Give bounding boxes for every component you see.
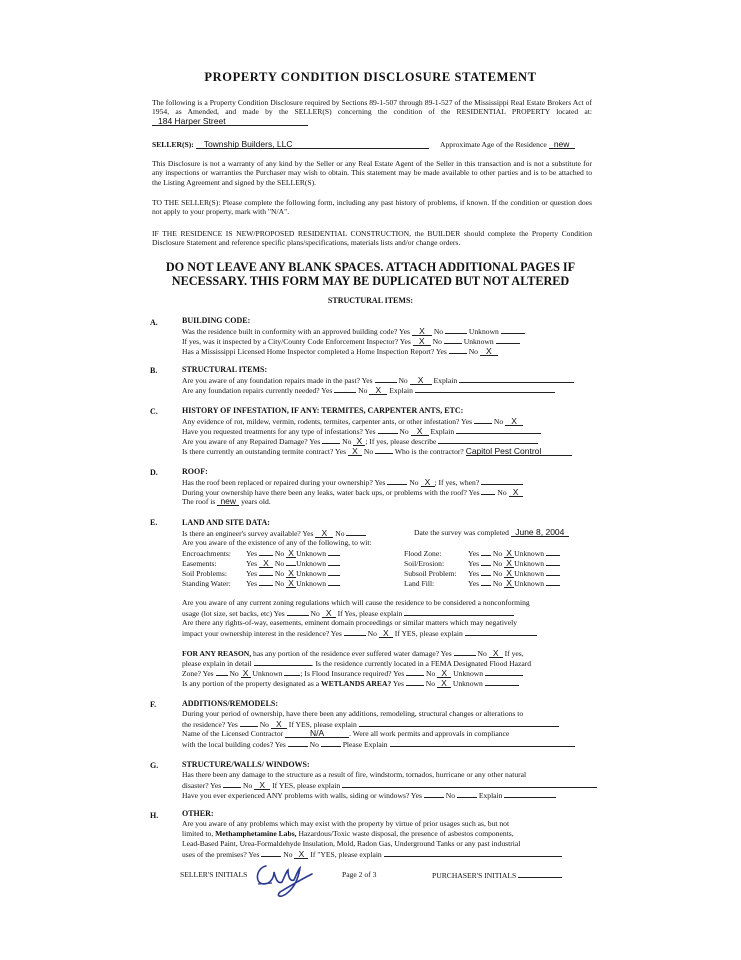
warning-heading bbox=[0, 260, 741, 288]
site-data-row: Land Fill: Yes No X Unknown bbox=[404, 578, 560, 588]
document-title: PROPERTY CONDITION DISCLOSURE STATEMENT bbox=[204, 70, 537, 84]
new-construction-paragraph: IF THE RESIDENCE IS NEW/PROPOSED RESIDENTIAL CONSTRUCTION, the BUILDER should complete the Property Condition Disclosure Statement and reference specific plans/specifications, materials lists and/or change orders. bbox=[152, 229, 592, 248]
licensed-contractor: N/A bbox=[285, 729, 349, 738]
zoning-line2: usage (lot size, set backs, etc) Yes No X If Yes, please explain bbox=[182, 608, 514, 618]
section-c-line3: Are you aware of any Repaired Damage? Yes No X ; If yes, please describe bbox=[182, 436, 538, 446]
rights-of-way-line1: Are there any rights-of-way, easements, eminent domain proceedings or similar matters which may negatively bbox=[182, 618, 517, 627]
section-e-letter: E. bbox=[150, 518, 158, 527]
property-address: 184 Harper Street bbox=[152, 117, 308, 126]
section-b-line1: Are you aware of any foundation repairs made in the past? Yes No X Explain bbox=[182, 375, 574, 385]
rights-of-way-line2: impact your ownership interest in the residence? Yes No X If YES, please explain bbox=[182, 628, 537, 638]
section-h-line1: Are you aware of any problems which may exist with the property by virtue of prior usages such as, but not bbox=[182, 819, 510, 828]
section-g-letter: G. bbox=[150, 761, 159, 770]
section-h-line2: limited to, Methamphetamine Labs, Hazardous/Toxic waste disposal, the presence of asbestos components, bbox=[182, 829, 514, 838]
section-c-line1: Any evidence of rot, mildew, vermin, rodents, termites, carpenter ants, or other infestation? Yes No X bbox=[182, 416, 523, 426]
section-d-letter: D. bbox=[150, 468, 158, 477]
age-label: Approximate Age of the Residence bbox=[440, 140, 547, 149]
section-g-line3: Have you ever experienced ANY problems with walls, siding or windows? Yes No Explain bbox=[182, 790, 556, 800]
section-d-title: ROOF: bbox=[182, 467, 208, 476]
section-g-line2: disaster? Yes No X If YES, please explain bbox=[182, 780, 597, 790]
section-a-line2: If yes, was it inspected by a City/County Code Enforcement Inspector? Yes X No Unknown bbox=[182, 336, 520, 346]
site-data-row: Flood Zone: Yes No X Unknown bbox=[404, 548, 560, 558]
section-d-line2: During your ownership have there been any leaks, water back ups, or problems with the roof? Yes No X bbox=[182, 487, 523, 497]
section-c-line2: Have you requested treatments for any type of infestations? Yes No X Explain bbox=[182, 426, 541, 436]
section-h-line3: Lead-Based Paint, Urea-Formaldehyde Insulation, Mold, Radon Gas, Underground Tanks or any past industrial bbox=[182, 839, 521, 848]
to-seller-paragraph: TO THE SELLER(S): Please complete the following form, including any past history of problems, if known. If the condition or question does not apply to your property, mark with "N/A". bbox=[152, 198, 592, 217]
page-number: Page 2 of 3 bbox=[342, 870, 377, 879]
seller-initials-label: SELLER'S INITIALS bbox=[180, 870, 248, 879]
section-c-title: HISTORY OF INFESTATION, IF ANY: TERMITES, CARPENTER ANTS, ETC: bbox=[182, 406, 464, 415]
section-a-line3: Has a Mississippi Licensed Home Inspector completed a Home Inspection Report? Yes No X bbox=[182, 346, 498, 356]
section-f-letter: F. bbox=[150, 700, 157, 709]
section-b-title: STRUCTURAL ITEMS: bbox=[182, 365, 268, 374]
seller-label: SELLER(S): bbox=[152, 140, 194, 149]
section-d-line1: Has the roof been replaced or repaired during your ownership? Yes No X ; If yes, when? bbox=[182, 477, 523, 487]
site-data-row: Easements: Yes X No Unknown bbox=[182, 558, 340, 568]
site-data-row: Standing Water: Yes No X Unknown bbox=[182, 578, 340, 588]
section-h-letter: H. bbox=[150, 811, 159, 820]
flood-zone-line: Zone? Yes No X Unknown ; Is Flood Insurance required? Yes No X Unknown bbox=[182, 668, 523, 678]
site-data-row: Soil Problems: Yes No X Unknown bbox=[182, 568, 340, 578]
intro-text: The following is a Property Condition Disclosure required by Sections 89-1-507 through 89-1-527 of the Mississippi Real Estate Brokers Act of 1954, as Amended, and made by the SELLER(S) concerning the condition of the RESIDENTIAL PROPERTY located at: bbox=[152, 98, 592, 117]
section-f-line3: Name of the Licensed Contractor N/A . Were all work permits and approvals in compliance bbox=[182, 728, 510, 738]
section-e-line1: Is there an engineer's survey available? Yes X No bbox=[182, 528, 366, 538]
wetlands-line: Is any portion of the property designated as a WETLANDS AREA? Yes No X Unknown bbox=[182, 678, 519, 688]
warning-line-1: DO NOT LEAVE ANY BLANK SPACES. ATTACH ADDITIONAL PAGES IF bbox=[165, 260, 576, 274]
section-g-title: STRUCTURE/WALLS/ WINDOWS: bbox=[182, 760, 310, 769]
section-b-letter: B. bbox=[150, 366, 158, 375]
water-damage-line2: please explain in detail . Is the residence currently located in a FEMA Designated Flood Hazard bbox=[182, 659, 532, 668]
section-a-title: BUILDING CODE: bbox=[182, 316, 251, 325]
section-d-line3: The roof is new years old. bbox=[182, 496, 271, 506]
purchaser-initials-line: PURCHASER'S INITIALS bbox=[432, 870, 562, 880]
site-data-row: Soil/Erosion: Yes No X Unknown bbox=[404, 558, 560, 568]
seller-name: Township Builders, LLC bbox=[196, 140, 429, 149]
contractor-name: Capitol Pest Control bbox=[466, 447, 572, 456]
age-line bbox=[440, 140, 575, 149]
site-data-row: Subsoil Problem: Yes No X Unknown bbox=[404, 568, 560, 578]
seller-line bbox=[152, 140, 429, 149]
section-a-line1: Was the residence built in conformity with an approved building code? Yes X No Unknown bbox=[182, 326, 525, 336]
section-f-line2: the residence? Yes No X If YES, please explain bbox=[182, 719, 559, 729]
structural-items-title: STRUCTURAL ITEMS: bbox=[327, 296, 414, 305]
section-f-line4: with the local building codes? Yes No Please Explain bbox=[182, 739, 575, 749]
section-b-line2: Are any foundation repairs currently needed? Yes No X Explain bbox=[182, 385, 555, 395]
section-e-line2: Are you aware of the existence of any of the following, to wit: bbox=[182, 538, 372, 547]
section-c-line4: Is there currently an outstanding termite contract? Yes X No Who is the contractor? Capitol Pest Control bbox=[182, 446, 572, 456]
survey-date: June 8, 2004 bbox=[511, 528, 569, 537]
warning-line-2: NECESSARY. THIS FORM MAY BE DUPLICATED BUT NOT ALTERED bbox=[171, 274, 570, 288]
site-data-row: Encroachments: Yes No X Unknown bbox=[182, 548, 340, 558]
section-e-title: LAND AND SITE DATA: bbox=[182, 518, 270, 527]
seller-signature-image bbox=[250, 858, 330, 900]
section-g-line1: Has there been any damage to the structure as a result of fire, windstorm, tornados, hurricane or any other natural bbox=[182, 770, 527, 779]
section-a-letter: A. bbox=[150, 318, 158, 327]
intro-paragraph bbox=[152, 98, 592, 126]
water-damage-line1: FOR ANY REASON, has any portion of the residence ever suffered water damage? Yes No X If yes, bbox=[182, 648, 524, 658]
section-h-line4: uses of the premises? Yes No X If "YES, please explain bbox=[182, 849, 562, 859]
section-f-line1: During your period of ownership, have there been any additions, remodeling, structural changes or alterations to bbox=[182, 709, 524, 718]
age-value: new bbox=[549, 140, 575, 149]
section-h-title: OTHER: bbox=[182, 809, 214, 818]
survey-date-line: Date the survey was completed June 8, 2004 bbox=[414, 528, 569, 537]
section-c-letter: C. bbox=[150, 407, 158, 416]
disclaimer-paragraph: This Disclosure is not a warranty of any kind by the Seller or any Real Estate Agent of the Seller in this transaction and is not a substitute for any inspections or warranties the Purchaser may wish to obtain. This statement may be made available to other parties and is to be attached to the Listing Agreement and signed by the SELLER(S). bbox=[152, 159, 592, 187]
zoning-line1: Are you aware of any current zoning regulations which will cause the residence to be considered a nonconforming bbox=[182, 598, 530, 607]
section-f-title: ADDITIONS/REMODELS: bbox=[182, 699, 279, 708]
